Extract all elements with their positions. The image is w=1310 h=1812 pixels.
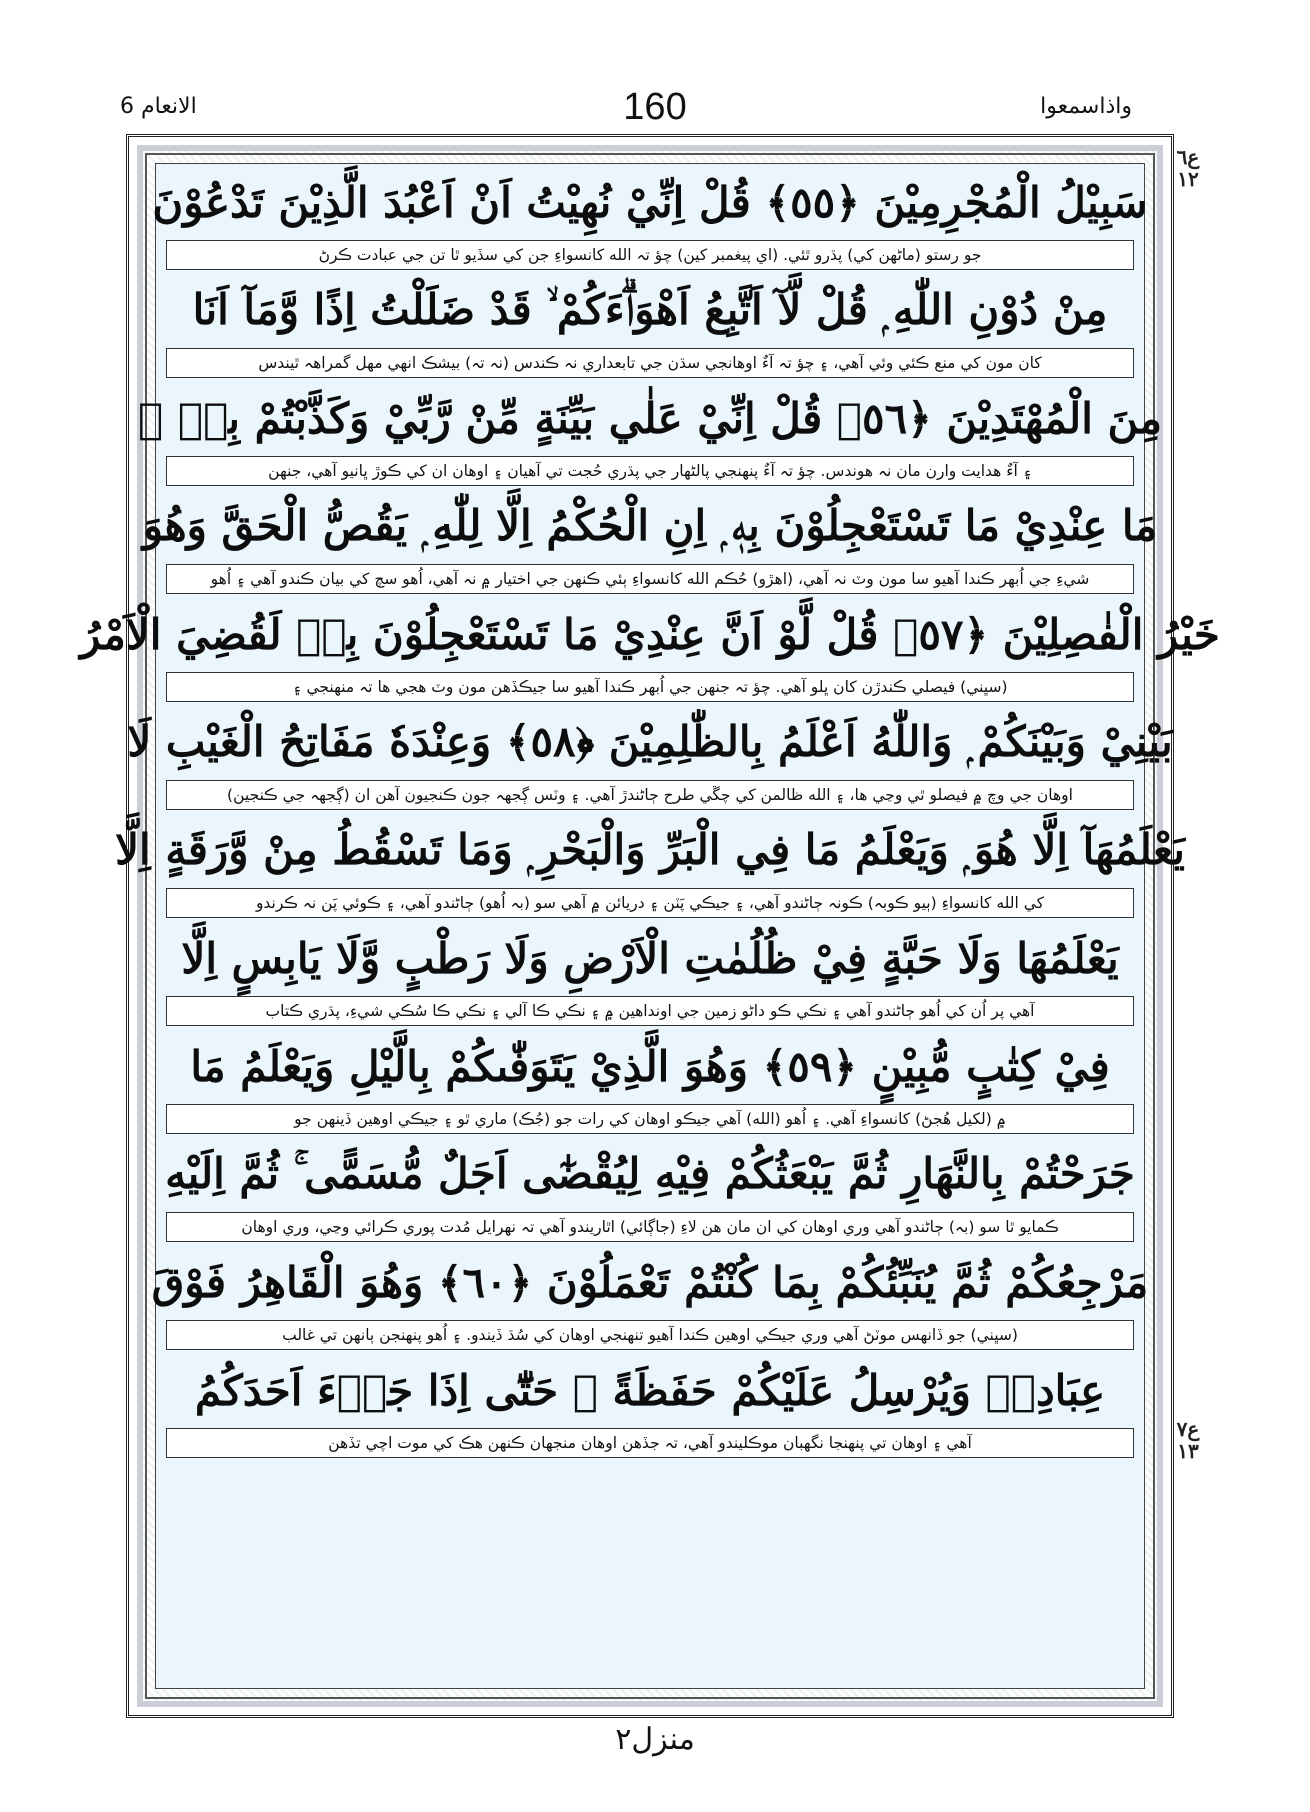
translation-line: (سڀني) فيصلي ڪندڙن کان ڀلو آهي. چؤ تہ جنهن جي اُبهر ڪندا آهيو سا جيڪڏهن مون وٽ هجي ها تہ منهنجي ۽	[166, 672, 1134, 702]
translation-line: کان مون کي منع ڪئي وئي آهي، ۽ چؤ تہ آءٌ اوهانجي سڌن جي تابعداري نہ ڪندس (نہ تہ) بيشڪ انهي مهل گمراهہ ٿيندس	[166, 348, 1134, 378]
arabic-line: خَيْرُ الْفٰصِلِيْنَ ﴿٥٧﴾ قُلْ لَّوْ اَنَّ عِنْدِيْ مَا تَسْتَعْجِلُوْنَ بِهٖ لَقُضِيَ الْاَمْرُ	[80, 609, 1220, 659]
page-number: 160	[623, 86, 687, 128]
arabic-line: فِيْ كِتٰبٍ مُّبِيْنٍ ﴿٥٩﴾ وَهُوَ الَّذِيْ يَتَوَفّٰىكُمْ بِالَّيْلِ وَيَعْلَمُ مَا	[190, 1041, 1110, 1091]
ruku-marker-top: ع٦ ١٢	[1176, 145, 1200, 191]
page-header	[0, 86, 1310, 136]
translation-line: (سڀني) جو ڏانهس موٽڻ آهي وري جيڪي اوهين ڪندا آهيو تنهنجي اوهان کي سُڌ ڏيندو. ۽ اُهو پنهنجن ٻانهن تي غالب	[166, 1320, 1134, 1350]
arabic-line: بَيْنِيْ وَبَيْنَكُمْ ۭ وَاللّٰهُ اَعْلَمُ بِالظّٰلِمِيْنَ ﴿٥٨﴾ وَعِنْدَهٗ مَفَاتِحُ الْغَيْبِ لَا	[127, 717, 1173, 766]
arabic-line: سَبِيْلُ الْمُجْرِمِيْنَ ﴿٥٥﴾ قُلْ اِنِّيْ نُهِيْتُ اَنْ اَعْبُدَ الَّذِيْنَ تَدْعُوْنَ	[152, 177, 1148, 227]
para-name: واذاسمعوا	[1040, 94, 1132, 119]
ruku-marker-bottom: ع٧ ١٣	[1176, 1417, 1200, 1463]
arabic-line: مِنْ دُوْنِ اللّٰهِ ۭ قُلْ لَّآ اَتَّبِعُ اَهْوَاۗءَكُمْ ۙ قَدْ ضَلَلْتُ اِذًا وَّمَآ اَنَا	[192, 285, 1108, 334]
manzil-footer: منزل٢	[615, 1722, 695, 1757]
translation-line: اوهان جي وچ ۾ فيصلو ٿي وڃي ها، ۽ الله ظالمن کي چڱي طرح ڄاڻندڙ آهي. ۽ وٽس ڳجهہ جون ڪنجيون آهن ان (ڳجهہ جي ڪنجين)	[166, 780, 1134, 810]
translation-line: ۾ (لکيل هُجڻ) کانسواءِ آهي. ۽ اُهو (الله) آهي جيڪو اوهان کي رات جو (جُڪ) ماري ٿو ۽ جيڪي اوهين ڏينهن جو	[166, 1104, 1134, 1134]
arabic-line: مَا عِنْدِيْ مَا تَسْتَعْجِلُوْنَ بِهٖ ۭ اِنِ الْحُكْمُ اِلَّا لِلّٰهِ ۭ يَقُصُّ الْحَقَّ وَهُوَ	[142, 501, 1158, 550]
translation-line: ۽ آءٌ هدايت وارن مان نہ هوندس. چؤ تہ آءٌ پنهنجي پالڻهار جي پڌري حُجت تي آهيان ۽ اوهان ان کي ڪوڙ ڀانيو آهي، جنهن	[166, 456, 1134, 486]
translation-line: شيءِ جي اُبهر ڪندا آهيو سا مون وٽ نہ آهي، (اهڙو) حُڪم الله کانسواءِ ٻئي ڪنهن جي اختيار ۾ نہ آهي، اُهو سچ کي بيان ڪندو آهي ۽ اُهو	[166, 564, 1134, 594]
translation-line: آهي پر اُن کي اُهو ڄاڻندو آهي ۽ نڪي ڪو داڻو زمين جي اونداهين ۾ ۽ نڪي ڪا آلي ۽ نڪي ڪا سُڪي شيءِ، پڌري ڪتاب	[166, 996, 1134, 1026]
arabic-line: يَعْلَمُهَا وَلَا حَبَّةٍ فِيْ ظُلُمٰتِ الْاَرْضِ وَلَا رَطْبٍ وَّلَا يَابِسٍ اِلَّا	[181, 933, 1119, 983]
translation-line: آهي ۽ اوهان تي پنهنجا نگهبان موڪليندو آهي، تہ جڏهن اوهان منجهان ڪنهن هڪ کي موت اچي تڏهن	[166, 1428, 1134, 1458]
arabic-line: عِبَادِهٖ وَيُرْسِلُ عَلَيْكُمْ حَفَظَةً ۭ حَتّٰٓى اِذَا جَاۗءَ اَحَدَكُمُ	[194, 1365, 1106, 1415]
arabic-line: مَرْجِعُكُمْ ثُمَّ يُنَبِّئُكُمْ بِمَا كُنْتُمْ تَعْمَلُوْنَ ﴿٦٠﴾ وَهُوَ الْقَاهِرُ فَوْقَ	[151, 1257, 1149, 1307]
translation-line: جو رستو (ماڻهن کي) پڌرو ٿئي. (اي پيغمبر کين) چؤ تہ الله کانسواءِ جن کي سڏيو ٿا تن جي عبادت ڪرڻ	[166, 240, 1134, 270]
translation-line: کي الله کانسواءِ (ٻيو ڪوبہ) ڪونہ ڄاڻندو آهي، ۽ جيڪي پَٽن ۽ دريائن ۾ آهي سو (بہ اُهو) ڄاڻندو آهي، ۽ ڪوئي پَن نہ ڪرندو	[166, 888, 1134, 918]
arabic-line: يَعْلَمُهَآ اِلَّا هُوَ ۭ وَيَعْلَمُ مَا فِي الْبَرِّ وَالْبَحْرِ ۭ وَمَا تَسْقُطُ مِنْ وَّرَقَةٍ اِلَّا	[115, 825, 1185, 874]
surah-name: الانعام 6	[120, 94, 197, 119]
arabic-line: جَرَحْتُمْ بِالنَّهَارِ ثُمَّ يَبْعَثُكُمْ فِيْهِ لِيُقْضٰٓى اَجَلٌ مُّسَمًّى ۚ ثُمَّ اِلَيْهِ	[165, 1149, 1135, 1198]
translation-line: ڪمايو ٿا سو (بہ) ڄاڻندو آهي وري اوهان کي ان مان هن لاءِ (جاڳائي) اٿاريندو آهي تہ نهرايل مُدت پوري ڪرائي وڃي، وري اوهان	[166, 1212, 1134, 1242]
arabic-line: مِنَ الْمُهْتَدِيْنَ ﴿٥٦﴾ قُلْ اِنِّيْ عَلٰي بَيِّنَةٍ مِّنْ رَّبِّيْ وَكَذَّبْتُمْ بِهٖ ۭ	[138, 393, 1162, 443]
